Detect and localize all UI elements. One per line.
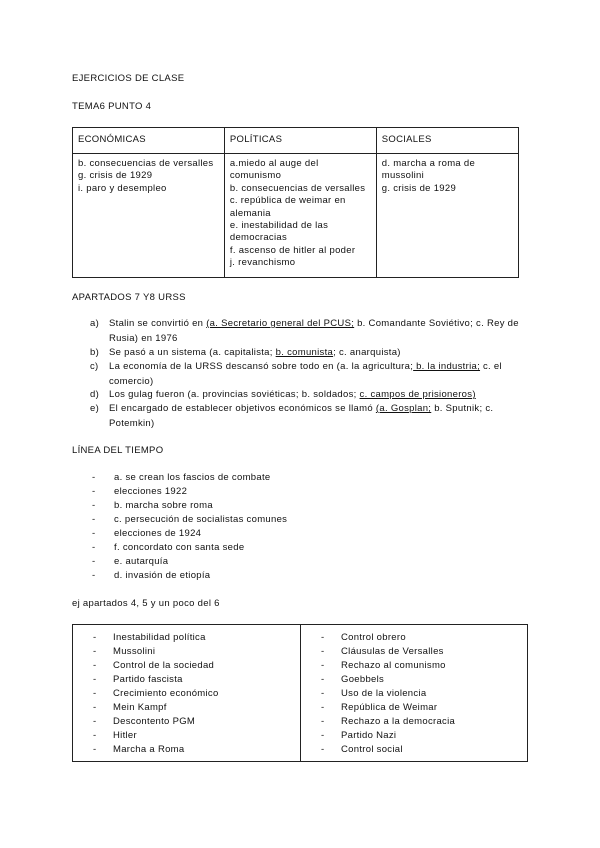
cell-line: b. consecuencias de versalles [229,182,366,194]
cell-sociales [376,154,518,278]
cell-line: i. paro y desempleo [78,182,167,194]
cell-line: d. marcha a roma de [381,158,476,169]
exercise-text: El encargado de establecer objetivos económicos se llamó (a. Gosplan; b. Sputnik; c. Potemkin) [109,403,494,429]
exercise-label: a) [90,318,100,329]
cell-line: mussolini [381,170,425,182]
cell-line: democracias [229,232,288,244]
exercise-label: b) [90,347,100,358]
exercise-text: Los gulag fueron (a. provincias soviéticas; b. soldados; c. campos de prisioneros) [109,389,476,400]
column-header-economicas: ECONÓMICAS [73,128,225,154]
exercise-text: La economía de la URSS descansó sobre todo en (a. la agricultura; b. la industria; c. el comercio) [109,361,502,387]
ej-section-title: ej apartados 4, 5 y un poco del 6 [72,598,220,609]
exercise-item [72,360,527,390]
cell-line: a.miedo al auge del [229,158,319,169]
exercise-label: d) [90,389,100,400]
cell-line: g. crisis de 1929 [78,170,153,182]
column-header-politicas: POLÍTICAS [224,128,376,154]
exercise-item [72,317,527,347]
exercise-label: c) [90,361,99,372]
exercise-text: Stalin se convirtió en (a. Secretario general del PCUS; b. Comandante Soviétivo; c. Rey de Rusia) en 1976 [109,318,519,344]
column-divider [300,625,301,761]
answer-underlined: (a. Secretario general del PCUS; [206,318,355,329]
cell-line: comunismo [229,170,282,182]
cell-line: b. consecuencias de versalles [78,158,214,169]
timeline-title: LÍNEA DEL TIEMPO [72,445,164,456]
cell-politicas [224,154,376,278]
column-header-sociales: SOCIALES [376,128,518,154]
exercise-text: Se pasó a un sistema (a. capitalista; b. comunista; c. anarquista) [109,347,401,358]
answer-underlined: c. campos de prisioneros) [359,389,476,400]
cell-economicas [73,154,225,278]
exercise-item [72,402,527,432]
exercise-item [72,388,527,403]
exercise-item [72,346,527,361]
answer-underlined: b. la industria; [413,361,481,372]
exercise-label: e) [90,403,100,414]
cell-line: c. república de weimar en [229,195,346,207]
document-subtitle: TEMA6 PUNTO 4 [72,101,152,112]
classification-box: - Inestabilidad política - Mussolini - Control de la sociedad - Partido fascista - Crecimiento económico - Mein Kampf - Descontento PGM - Hitler - Marcha a Roma - Control obrero - Cláusulas de Versalles - Rechazo al comunismo - Goebbels - Uso de la violencia - República de Weimar - Rechazo a la democracia - Partido Nazi - Control social [72,624,528,762]
causes-table [72,127,519,278]
cell-line: alemania [229,207,271,219]
answer-underlined: (a. Gosplan; [375,403,432,414]
document-title: EJERCICIOS DE CLASE [72,73,185,84]
cell-line: g. crisis de 1929 [381,182,457,194]
cell-line: f. ascenso de hitler al poder [229,244,356,256]
urss-section-title: APARTADOS 7 Y8 URSS [72,292,186,303]
cell-line: e. inestabilidad de las [229,220,329,232]
cell-line: j. revanchismo [229,257,296,269]
answer-underlined: b. comunista [275,347,334,358]
